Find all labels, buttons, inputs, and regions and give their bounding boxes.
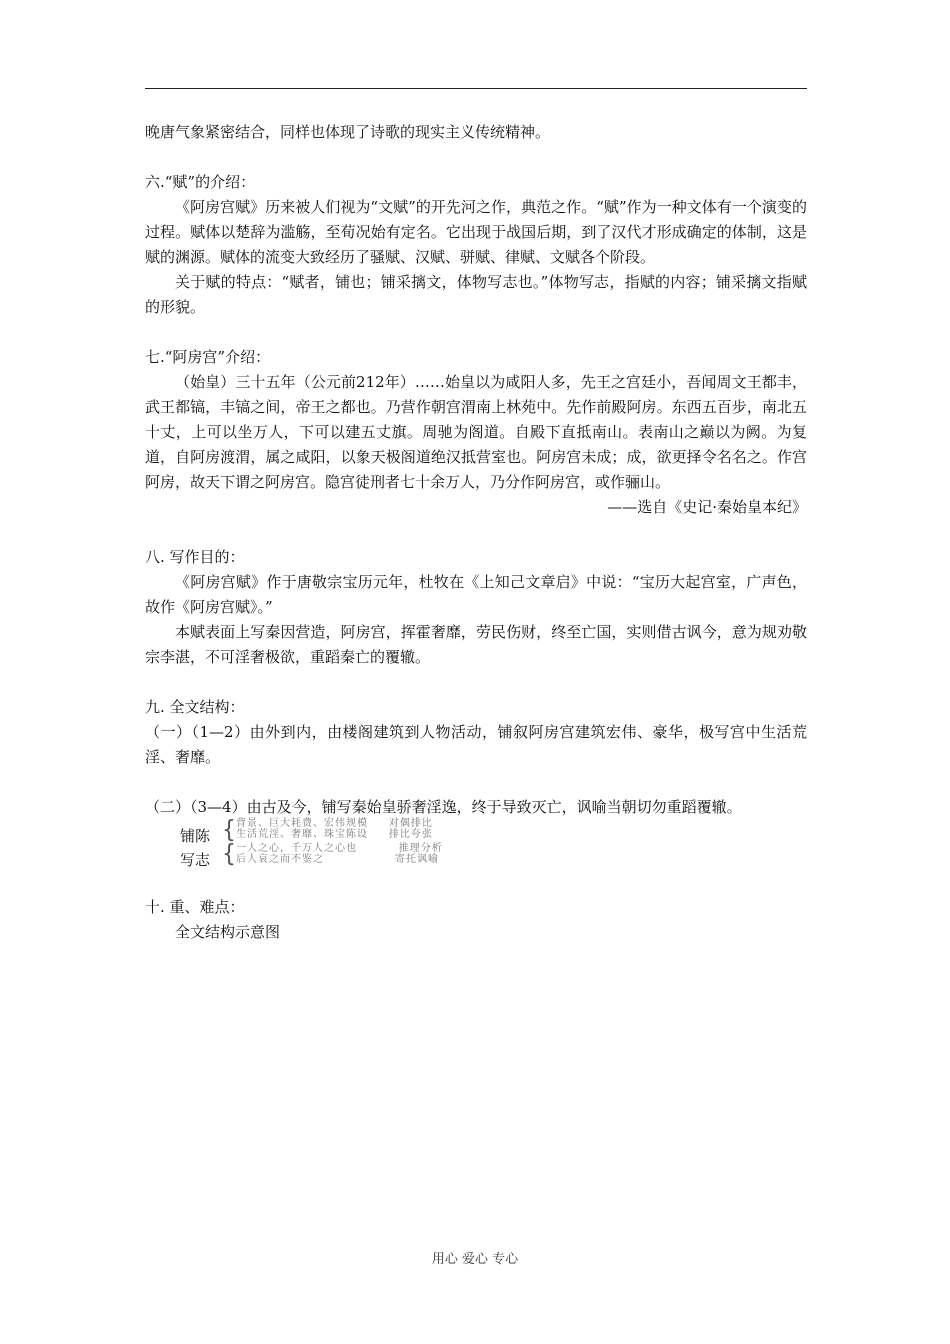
brace-icon: {	[222, 816, 236, 845]
section-6-paragraph-1: 《阿房宫赋》历来被人们视为“文赋”的开先河之作，典范之作。“赋”作为一种文体有一个演变的过程。赋体以楚辞为滥觞，至荀况始有定名。它出现于战国后期，到了汉代才形成确定的体制，这是赋的渊源。赋体的流变大致经历了骚赋、汉赋、骈赋、律赋、文赋各个阶段。	[145, 198, 807, 266]
section-7-source: ——选自《史记·秦始皇本纪》	[607, 498, 807, 516]
section-9-item-1: （一）（1—2）由外到内，由楼阁建筑到人物活动，铺叙阿房宫建筑宏伟、豪华，极写宫中生活荒淫、奢靡。	[145, 723, 807, 766]
section-10-heading: 十. 重、难点：	[145, 898, 245, 916]
sketch-line-2: 生活荒淫、奢靡、珠宝陈设 排比夸张	[236, 829, 433, 840]
sketch-label-puchen: 铺陈	[180, 827, 211, 845]
section-7-paragraph: （始皇）三十五年（公元前212年）……始皇以为咸阳人多，先王之宫廷小，吾闻周文王都丰，武王都镐，丰镐之间，帝王之都也。乃营作朝宫渭南上林苑中。先作前殿阿房。东西五百步，南北五十丈，上可以坐万人，下可以建五丈旗。周驰为阁道。自殿下直抵南山。表南山之巅以为阙。为复道，自阿房渡渭，属之咸阳，以象天极阁道绝汉抵营室也。阿房宫未成；成，欲更择令名名之。作宫阿房，故天下谓之阿房宫。隐宫徒刑者七十余万人，乃分作阿房宫，或作骊山。	[145, 373, 807, 491]
section-8-paragraph-2: 本赋表面上写秦因营造，阿房宫，挥霍奢靡，劳民伤财，终至亡国，实则借古讽今，意为规劝敬宗李湛，不可淫奢极欲，重蹈秦亡的覆辙。	[145, 623, 807, 666]
header-rule	[145, 88, 807, 89]
section-8-paragraph-1: 《阿房宫赋》作于唐敬宗宝历元年，杜牧在《上知己文章启》中说：“宝历大起宫室，广声色，故作《阿房宫赋》。”	[145, 573, 807, 616]
sketch-line-4: 后人哀之而不鉴之 寄托讽喻	[236, 854, 440, 865]
brace-icon: {	[222, 840, 236, 869]
sketch-line-3: 一人之心，千万人之心也 推理分析	[236, 843, 443, 854]
section-7-heading: 七.“阿房宫”介绍：	[145, 348, 271, 366]
continuation-line: 晚唐气象紧密结合，同样也体现了诗歌的现实主义传统精神。	[145, 123, 551, 141]
sketch-label-xiezhi: 写志	[180, 851, 211, 869]
section-8-heading: 八. 写作目的：	[145, 548, 245, 566]
sketch-line-1: 背景、巨大耗费、宏伟规模 对偶排比	[236, 818, 433, 829]
section-9-heading: 九. 全文结构：	[145, 698, 245, 716]
document-body	[145, 120, 807, 945]
section-9-item-2: （二）（3—4）由古及今，铺写秦始皇骄奢淫逸，终于导致灭亡，讽喻当朝切勿重蹈覆辙。	[145, 798, 742, 816]
page-footer: 用心 爱心 专心	[431, 1252, 519, 1267]
structure-sketch	[180, 816, 807, 870]
section-6-heading: 六.“赋”的介绍：	[145, 173, 256, 191]
section-10-paragraph: 全文结构示意图	[175, 923, 281, 941]
section-6-paragraph-2: 关于赋的特点：“赋者，铺也；铺采摛文，体物写志也。”体物写志，指赋的内容；铺采摛文指赋的形貌。	[145, 273, 807, 316]
